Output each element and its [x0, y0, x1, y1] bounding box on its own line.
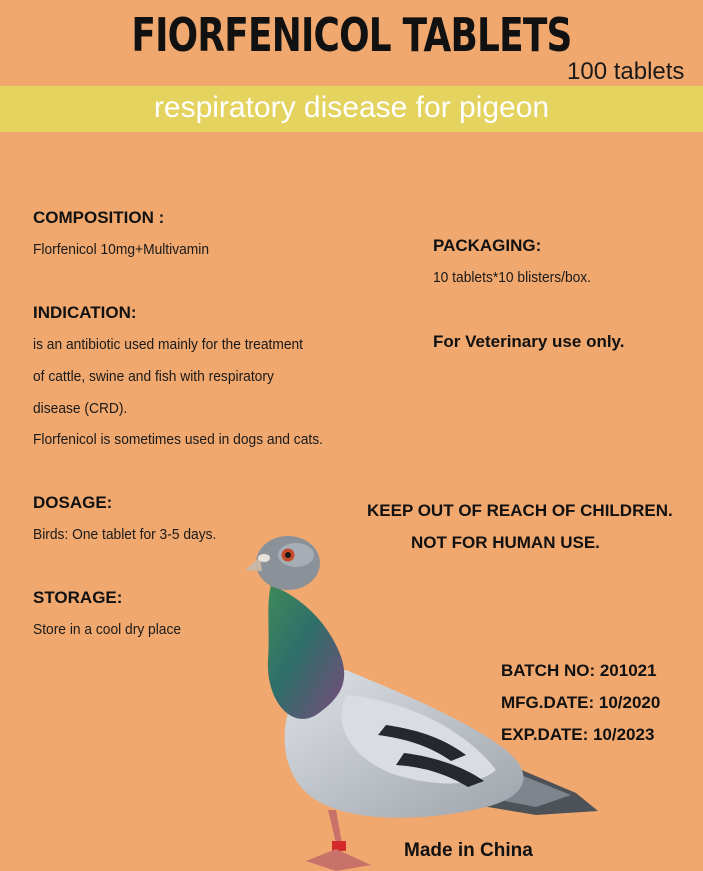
origin: Made in China — [404, 840, 533, 861]
composition-text: Florfenicol 10mg+Multivamin — [33, 241, 210, 258]
indication-line: is an antibiotic used mainly for the treatment — [33, 336, 304, 353]
dosage-text: Birds: One tablet for 3-5 days. — [33, 526, 217, 543]
indication-line: Florfenicol is sometimes used in dogs and cats. — [33, 431, 323, 448]
storage-heading: STORAGE: — [33, 588, 123, 607]
subtitle-text: respiratory disease for pigeon — [153, 91, 550, 124]
warning-human-use: NOT FOR HUMAN USE. — [411, 533, 600, 552]
mfg-date: MFG.DATE: 10/2020 — [501, 693, 661, 712]
indication-line: disease (CRD). — [33, 400, 128, 417]
veterinary-note: For Veterinary use only. — [433, 332, 625, 351]
exp-date: EXP.DATE: 10/2023 — [501, 725, 655, 744]
warning-children: KEEP OUT OF REACH OF CHILDREN. — [367, 501, 673, 520]
composition-heading: COMPOSITION : — [33, 208, 165, 227]
packaging-heading: PACKAGING: — [433, 236, 542, 255]
batch-number: BATCH NO: 201021 — [501, 661, 657, 680]
packaging-text: 10 tablets*10 blisters/box. — [433, 269, 592, 286]
indication-heading: INDICATION: — [33, 303, 137, 322]
storage-text: Store in a cool dry place — [33, 621, 182, 638]
dosage-heading: DOSAGE: — [33, 493, 113, 512]
tablet-count: 100 tablets — [567, 58, 685, 85]
indication-line: of cattle, swine and fish with respiratory — [33, 368, 274, 385]
product-title: FIORFENICOL TABLETS — [131, 8, 572, 62]
